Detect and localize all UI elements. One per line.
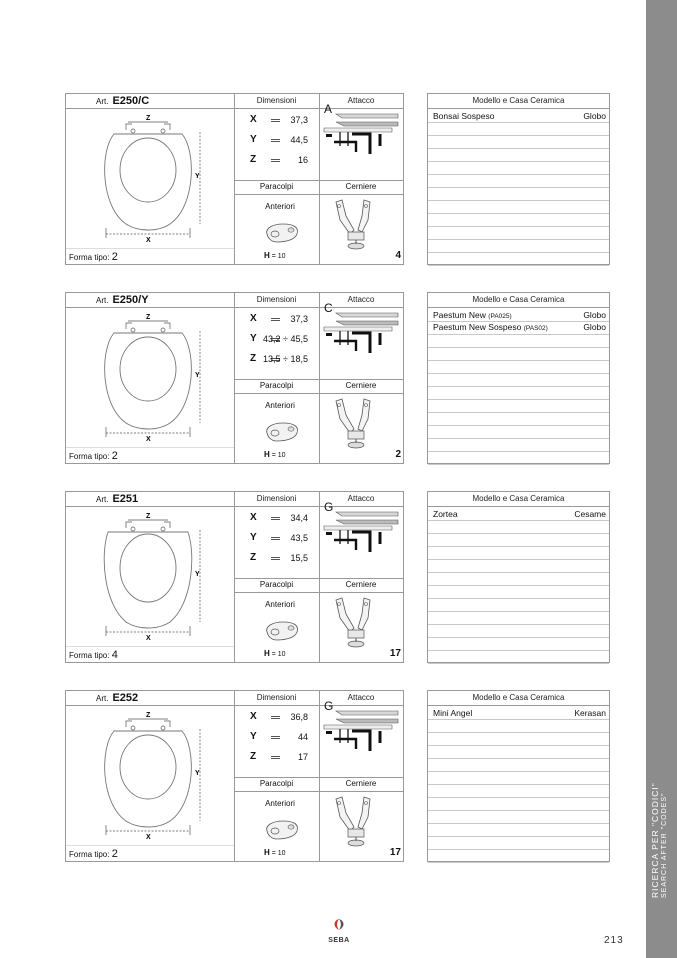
height-value: H = 10 [264,649,286,658]
toilet-seat-drawing [70,309,230,447]
toilet-seat-drawing [70,110,230,248]
height-value: H = 10 [264,450,286,459]
product-block-e250-c [65,93,610,266]
forma-tipo: Forma tipo: 2 [69,450,118,462]
hinge-icon [324,196,394,256]
attacco-type: G [324,699,334,713]
forma-tipo: Forma tipo: 4 [69,649,118,661]
model-row [433,707,606,719]
hinge-icon [324,793,394,853]
svg-text:Y: Y [195,571,200,578]
model-code: (PA025) [488,313,512,320]
svg-text:X: X [146,635,151,642]
attacco-type: C [324,301,333,315]
dim-y: Y 43,2 ÷ 45,5 [250,333,308,344]
dimensioni-header: Dimensioni [256,494,297,503]
model-maker: Kerasan [574,708,606,718]
model-table [427,292,610,464]
model-maker: Globo [583,310,606,320]
modello-header: Modello e Casa Ceramica [472,494,565,503]
height-value: H = 10 [264,251,286,260]
product-spec-table [65,93,404,265]
product-spec-table [65,491,404,663]
modello-header: Modello e Casa Ceramica [472,693,565,702]
attachment-diagram-icon [322,504,402,574]
model-name: Paestum New (PA025) [433,310,512,320]
svg-text:X: X [146,834,151,841]
cerniere-header: Cerniere [345,779,377,788]
dimensioni-header: Dimensioni [256,693,297,702]
paracolpi-header: Paracolpi [259,779,294,788]
model-row [433,321,606,333]
article-code: Art. E252 [96,692,139,704]
model-code: (PAS02) [523,325,548,332]
modello-header: Modello e Casa Ceramica [472,295,565,304]
quantity-count: 17 [389,847,401,858]
cerniere-header: Cerniere [345,580,377,589]
attacco-header: Attacco [347,295,375,304]
modello-header: Modello e Casa Ceramica [472,96,565,105]
dim-y: Y 44 [250,731,308,742]
bumper-icon [261,616,303,646]
bumper-icon [261,815,303,845]
logo-text: SEBA [328,937,350,944]
forma-tipo: Forma tipo: 2 [69,848,118,860]
paracolpi-header: Paracolpi [259,580,294,589]
cerniere-header: Cerniere [345,381,377,390]
article-code: Art. E251 [96,493,139,505]
dim-x: X 34,4 [250,512,308,523]
dim-x: X 37,3 [250,114,308,125]
dim-z: Z 13,5 ÷ 18,5 [250,353,308,364]
model-maker: Globo [583,111,606,121]
svg-text:Z: Z [146,712,151,719]
model-table [427,93,610,265]
dim-y: Y 43,5 [250,532,308,543]
model-name: Zortea [433,509,458,519]
model-maker: Globo [583,322,606,332]
product-block-e250-y [65,292,610,465]
paracolpi-type: Anteriori [265,600,295,609]
model-name: Bonsai Sospeso [433,111,495,121]
attachment-diagram-icon [322,305,402,375]
dim-z: Z 17 [250,751,308,762]
model-name: Mini Angel [433,708,473,718]
cerniere-header: Cerniere [345,182,377,191]
model-table [427,690,610,862]
svg-text:X: X [146,237,151,244]
hinge-icon [324,594,394,654]
svg-text:X: X [146,436,151,443]
attacco-type: A [324,102,333,116]
toilet-seat-drawing [70,508,230,646]
model-maker: Cesame [574,509,606,519]
paracolpi-type: Anteriori [265,401,295,410]
dim-z: Z 15,5 [250,552,308,563]
toilet-seat-drawing [70,707,230,845]
product-spec-table [65,690,404,862]
dimensions-list [238,508,322,568]
bumper-icon [261,218,303,248]
attachment-diagram-icon [322,703,402,773]
svg-text:Z: Z [146,513,151,520]
svg-text:Z: Z [146,314,151,321]
quantity-count: 4 [395,250,401,261]
product-block-e251 [65,491,610,664]
dimensioni-header: Dimensioni [256,96,297,105]
model-row [433,508,606,520]
sidebar-label: RICERCA PER "CODICI" SEARCH AFTER "CODES" [650,782,668,898]
attacco-type: G [324,500,334,514]
dimensions-list [238,110,322,170]
quantity-count: 17 [389,648,401,659]
forma-tipo: Forma tipo: 2 [69,251,118,263]
model-row [433,309,606,321]
svg-text:Z: Z [146,115,151,122]
dimensions-list [238,707,322,767]
paracolpi-header: Paracolpi [259,182,294,191]
article-code: Art. E250/C [96,95,150,107]
paracolpi-header: Paracolpi [259,381,294,390]
page-number: 213 [604,935,624,946]
attacco-header: Attacco [347,693,375,702]
attacco-header: Attacco [347,96,375,105]
product-spec-table [65,292,404,464]
dimensions-list [238,309,322,369]
dim-x: X 37,3 [250,313,308,324]
model-name: Paestum New Sospeso (PAS02) [433,322,548,332]
quantity-count: 2 [395,449,401,460]
height-value: H = 10 [264,848,286,857]
model-row [433,110,606,122]
model-table [427,491,610,663]
article-code: Art. E250/Y [96,294,149,306]
logo-swoosh-icon [329,918,349,932]
dim-x: X 36,8 [250,711,308,722]
svg-text:Y: Y [195,770,200,777]
dim-y: Y 44,5 [250,134,308,145]
bumper-icon [261,417,303,447]
svg-text:Y: Y [195,372,200,379]
product-block-e252 [65,690,610,863]
dimensioni-header: Dimensioni [256,295,297,304]
attachment-diagram-icon [322,106,402,176]
paracolpi-type: Anteriori [265,799,295,808]
hinge-icon [324,395,394,455]
seba-logo [322,918,356,948]
paracolpi-type: Anteriori [265,202,295,211]
svg-text:Y: Y [195,173,200,180]
attacco-header: Attacco [347,494,375,503]
dim-z: Z 16 [250,154,308,165]
